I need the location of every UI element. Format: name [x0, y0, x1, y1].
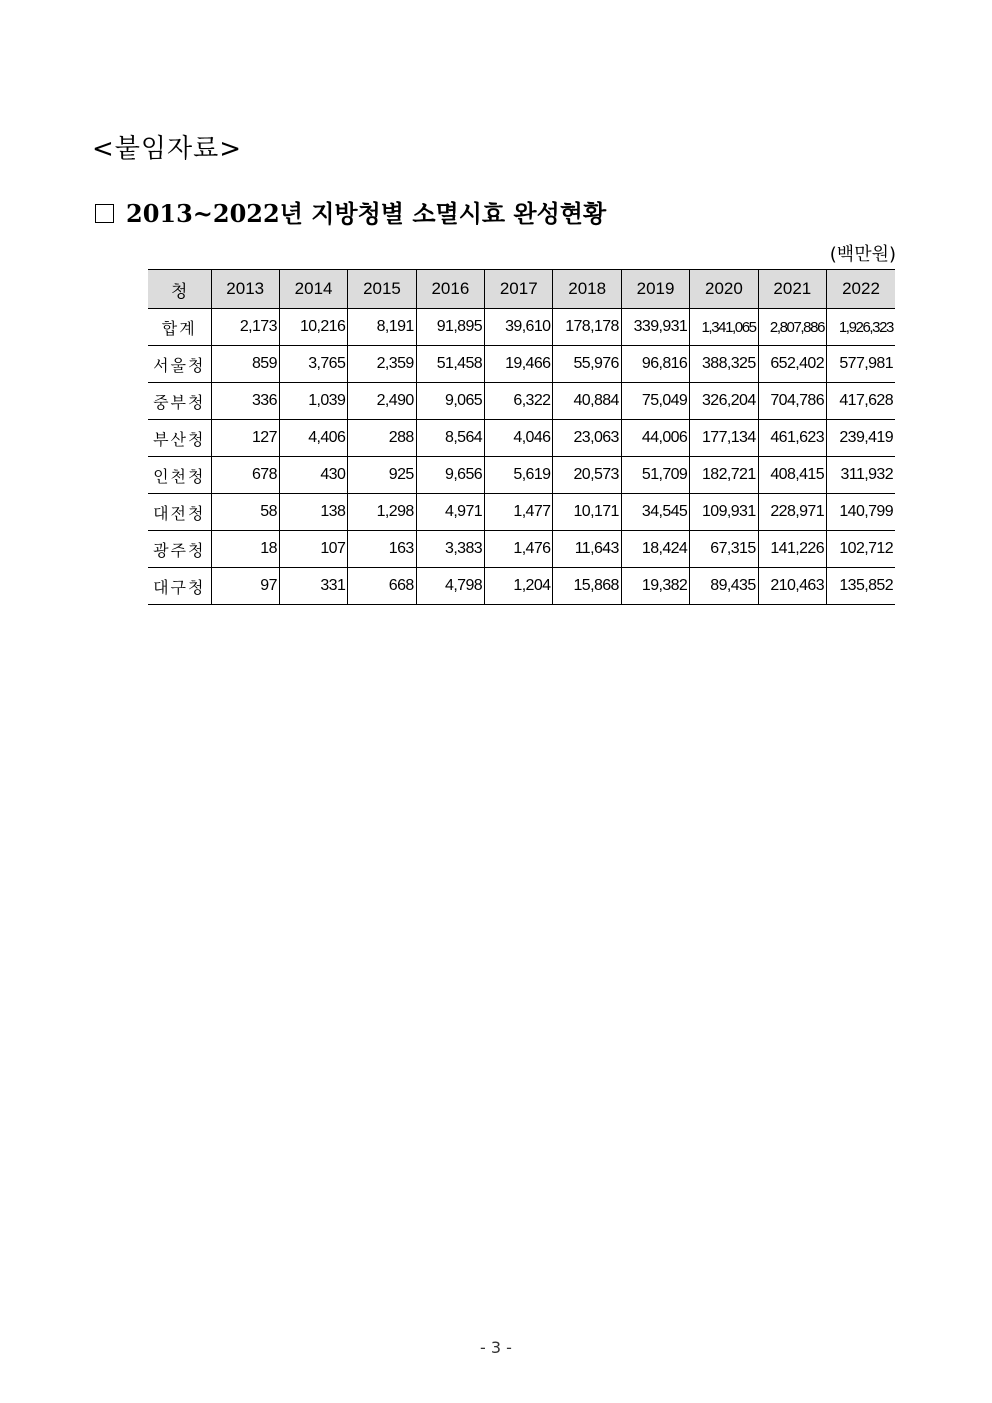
- office-name-cell: 광주청: [148, 531, 211, 568]
- heading-text: 2013~2022년 지방청별 소멸시효 완성현황: [126, 199, 607, 228]
- amount-cell: 6,322: [485, 383, 553, 420]
- amount-cell: 10,216: [279, 309, 347, 346]
- header-cell-office: 청: [148, 270, 211, 309]
- header-cell-year: 2013: [211, 270, 279, 309]
- amount-cell: 107: [279, 531, 347, 568]
- section-heading: [95, 194, 606, 229]
- amount-cell: 339,931: [621, 309, 689, 346]
- amount-cell: 8,191: [348, 309, 416, 346]
- amount-cell: 228,971: [758, 494, 826, 531]
- unit-label: (백만원): [829, 244, 896, 265]
- amount-cell: 2,359: [348, 346, 416, 383]
- amount-cell: 178,178: [553, 309, 621, 346]
- header-cell-year: 2021: [758, 270, 826, 309]
- amount-cell: 4,406: [279, 420, 347, 457]
- amount-cell: 1,926,323: [827, 309, 895, 346]
- amount-cell: 239,419: [827, 420, 895, 457]
- office-name-cell: 부산청: [148, 420, 211, 457]
- amount-cell: 417,628: [827, 383, 895, 420]
- amount-cell: 5,619: [485, 457, 553, 494]
- amount-cell: 704,786: [758, 383, 826, 420]
- header-cell-year: 2022: [827, 270, 895, 309]
- amount-cell: 97: [211, 568, 279, 605]
- amount-cell: 2,807,886: [758, 309, 826, 346]
- table-header-row: [148, 270, 895, 309]
- expiry-table: [148, 269, 895, 605]
- amount-cell: 140,799: [827, 494, 895, 531]
- amount-cell: 20,573: [553, 457, 621, 494]
- amount-cell: 859: [211, 346, 279, 383]
- table-body: [148, 309, 895, 605]
- table-row: [148, 346, 895, 383]
- amount-cell: 4,046: [485, 420, 553, 457]
- amount-cell: 326,204: [690, 383, 758, 420]
- header-cell-year: 2019: [621, 270, 689, 309]
- amount-cell: 388,325: [690, 346, 758, 383]
- header-cell-year: 2016: [416, 270, 484, 309]
- table-row: [148, 531, 895, 568]
- office-name-cell: 중부청: [148, 383, 211, 420]
- amount-cell: 51,458: [416, 346, 484, 383]
- table-row: [148, 420, 895, 457]
- amount-cell: 288: [348, 420, 416, 457]
- amount-cell: 925: [348, 457, 416, 494]
- amount-cell: 163: [348, 531, 416, 568]
- amount-cell: 23,063: [553, 420, 621, 457]
- amount-cell: 4,971: [416, 494, 484, 531]
- amount-cell: 1,341,065: [690, 309, 758, 346]
- amount-cell: 461,623: [758, 420, 826, 457]
- amount-cell: 3,383: [416, 531, 484, 568]
- header-cell-year: 2017: [485, 270, 553, 309]
- table-row: [148, 309, 895, 346]
- amount-cell: 58: [211, 494, 279, 531]
- amount-cell: 109,931: [690, 494, 758, 531]
- amount-cell: 19,466: [485, 346, 553, 383]
- amount-cell: 1,477: [485, 494, 553, 531]
- amount-cell: 177,134: [690, 420, 758, 457]
- amount-cell: 652,402: [758, 346, 826, 383]
- amount-cell: 311,932: [827, 457, 895, 494]
- amount-cell: 40,884: [553, 383, 621, 420]
- amount-cell: 15,868: [553, 568, 621, 605]
- office-name-cell: 인천청: [148, 457, 211, 494]
- table-row: [148, 494, 895, 531]
- amount-cell: 34,545: [621, 494, 689, 531]
- amount-cell: 8,564: [416, 420, 484, 457]
- office-name-cell: 합계: [148, 309, 211, 346]
- amount-cell: 336: [211, 383, 279, 420]
- amount-cell: 138: [279, 494, 347, 531]
- table-row: [148, 457, 895, 494]
- amount-cell: 89,435: [690, 568, 758, 605]
- amount-cell: 577,981: [827, 346, 895, 383]
- amount-cell: 9,065: [416, 383, 484, 420]
- amount-cell: 3,765: [279, 346, 347, 383]
- amount-cell: 10,171: [553, 494, 621, 531]
- table-row: [148, 383, 895, 420]
- header-cell-year: 2014: [279, 270, 347, 309]
- amount-cell: 2,490: [348, 383, 416, 420]
- attachment-label: <붙임자료>: [92, 134, 243, 164]
- amount-cell: 141,226: [758, 531, 826, 568]
- amount-cell: 127: [211, 420, 279, 457]
- amount-cell: 11,643: [553, 531, 621, 568]
- checkbox-square-icon: [95, 204, 114, 223]
- amount-cell: 75,049: [621, 383, 689, 420]
- amount-cell: 18: [211, 531, 279, 568]
- amount-cell: 55,976: [553, 346, 621, 383]
- office-name-cell: 대전청: [148, 494, 211, 531]
- amount-cell: 331: [279, 568, 347, 605]
- amount-cell: 1,298: [348, 494, 416, 531]
- amount-cell: 91,895: [416, 309, 484, 346]
- amount-cell: 135,852: [827, 568, 895, 605]
- amount-cell: 1,039: [279, 383, 347, 420]
- amount-cell: 19,382: [621, 568, 689, 605]
- amount-cell: 102,712: [827, 531, 895, 568]
- amount-cell: 668: [348, 568, 416, 605]
- amount-cell: 1,204: [485, 568, 553, 605]
- amount-cell: 430: [279, 457, 347, 494]
- header-cell-year: 2015: [348, 270, 416, 309]
- amount-cell: 1,476: [485, 531, 553, 568]
- amount-cell: 182,721: [690, 457, 758, 494]
- amount-cell: 9,656: [416, 457, 484, 494]
- amount-cell: 18,424: [621, 531, 689, 568]
- office-name-cell: 서울청: [148, 346, 211, 383]
- amount-cell: 4,798: [416, 568, 484, 605]
- table-row: [148, 568, 895, 605]
- amount-cell: 408,415: [758, 457, 826, 494]
- header-cell-year: 2018: [553, 270, 621, 309]
- amount-cell: 2,173: [211, 309, 279, 346]
- amount-cell: 39,610: [485, 309, 553, 346]
- amount-cell: 44,006: [621, 420, 689, 457]
- amount-cell: 96,816: [621, 346, 689, 383]
- header-cell-year: 2020: [690, 270, 758, 309]
- office-name-cell: 대구청: [148, 568, 211, 605]
- page-number: - 3 -: [480, 1338, 512, 1357]
- amount-cell: 210,463: [758, 568, 826, 605]
- amount-cell: 678: [211, 457, 279, 494]
- amount-cell: 51,709: [621, 457, 689, 494]
- amount-cell: 67,315: [690, 531, 758, 568]
